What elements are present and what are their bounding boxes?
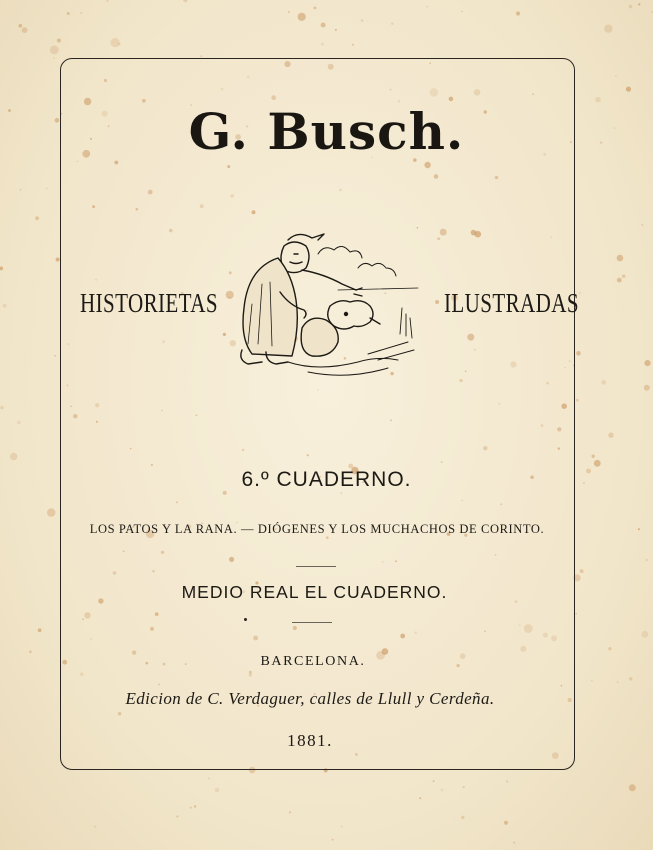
foxing-spot	[352, 44, 354, 46]
foxing-spot	[641, 224, 643, 226]
foxing-spot	[215, 788, 220, 793]
foxing-spot	[644, 360, 650, 366]
divider-rule	[292, 622, 332, 623]
foxing-spot	[638, 528, 640, 530]
foxing-spot	[118, 43, 121, 46]
foxing-spot	[463, 786, 465, 788]
foxing-spot	[427, 6, 429, 8]
foxing-spot	[289, 811, 291, 813]
foxing-spot	[641, 631, 648, 638]
foxing-spot	[50, 46, 59, 55]
divider-rule	[296, 566, 336, 567]
foxing-spot	[579, 292, 581, 294]
title-left-word: HISTORIETAS	[80, 288, 218, 318]
foxing-spot	[608, 433, 613, 438]
foxing-spot	[107, 0, 109, 2]
foxing-spot	[580, 569, 584, 573]
foxing-spot	[592, 455, 595, 458]
foxing-spot	[461, 11, 463, 13]
foxing-spot	[516, 11, 520, 15]
foxing-spot	[513, 842, 515, 844]
foxing-spot	[629, 784, 636, 791]
foxing-spot	[646, 559, 648, 561]
foxing-spot	[608, 647, 611, 650]
foxing-spot	[332, 839, 334, 841]
foxing-spot	[629, 677, 632, 680]
foxing-spot	[321, 43, 324, 46]
foxing-spot	[601, 380, 606, 385]
foxing-spot	[47, 508, 55, 516]
foxing-spot	[504, 821, 508, 825]
foxing-spot	[644, 385, 650, 391]
vignette-man-pointing-illustration	[218, 224, 423, 386]
foxing-spot	[54, 355, 56, 357]
foxing-spot	[57, 39, 61, 43]
foxing-spot	[506, 780, 508, 782]
foxing-spot	[617, 278, 622, 283]
foxing-spot	[22, 27, 28, 33]
foxing-spot	[67, 12, 70, 15]
foxing-spot	[194, 805, 196, 807]
foxing-spot	[29, 651, 32, 654]
foxing-spot	[45, 187, 47, 189]
foxing-spot	[335, 29, 337, 31]
foxing-spot	[419, 797, 421, 799]
foxing-spot	[53, 57, 55, 59]
foxing-spot	[208, 777, 210, 779]
foxing-spot	[183, 0, 187, 2]
foxing-spot	[38, 628, 42, 632]
foxing-spot	[575, 613, 577, 615]
foxing-spot	[391, 23, 393, 25]
foxing-spot	[35, 216, 39, 220]
publication-city: BARCELONA.	[260, 654, 366, 669]
foxing-spot	[615, 75, 617, 77]
contents-line: LOS PATOS Y LA RANA. — DIÓGENES Y LOS MUCHACHOS DE CORINTO.	[89, 522, 545, 536]
foxing-spot	[288, 11, 290, 13]
foxing-spot	[638, 3, 640, 5]
foxing-spot	[433, 780, 435, 782]
foxing-spot	[20, 189, 22, 191]
foxing-spot	[10, 453, 17, 460]
foxing-spot	[17, 421, 21, 425]
foxing-spot	[341, 826, 343, 828]
foxing-spot	[617, 255, 624, 262]
foxing-spot	[3, 304, 7, 308]
foxing-spot	[0, 267, 3, 271]
foxing-spot	[604, 25, 612, 33]
foxing-spot	[594, 460, 601, 467]
foxing-spot	[622, 275, 625, 278]
foxing-spot	[461, 816, 464, 819]
foxing-spot	[576, 351, 581, 356]
foxing-spot	[629, 5, 632, 8]
foxing-spot	[361, 19, 364, 22]
foxing-spot	[314, 7, 317, 10]
foxing-spot	[19, 24, 23, 28]
foxing-spot	[200, 55, 202, 57]
publication-year: 1881.	[287, 731, 333, 750]
foxing-spot	[111, 38, 120, 47]
foxing-spot	[190, 807, 192, 809]
foxing-spot	[298, 13, 306, 21]
foxing-spot	[321, 23, 326, 28]
foxing-spot	[0, 406, 3, 409]
foxing-spot	[591, 680, 593, 682]
author-name: G. Busch.	[188, 102, 465, 161]
foxing-spot	[617, 681, 619, 683]
issue-number: 6.º CUADERNO.	[241, 468, 412, 491]
foxing-spot	[441, 789, 444, 792]
title-right-word: ILUSTRADAS	[444, 288, 579, 318]
publisher-line: Edicion de C. Verdaguer, calles de Llull y Cerdeña.	[125, 689, 495, 708]
ink-dot	[244, 618, 247, 621]
foxing-spot	[626, 87, 631, 92]
foxing-spot	[176, 815, 178, 817]
price-line: MEDIO REAL EL CUADERNO.	[181, 582, 448, 602]
foxing-spot	[80, 12, 82, 14]
foxing-spot	[56, 258, 60, 262]
foxing-spot	[576, 399, 579, 402]
foxing-spot	[94, 826, 96, 828]
